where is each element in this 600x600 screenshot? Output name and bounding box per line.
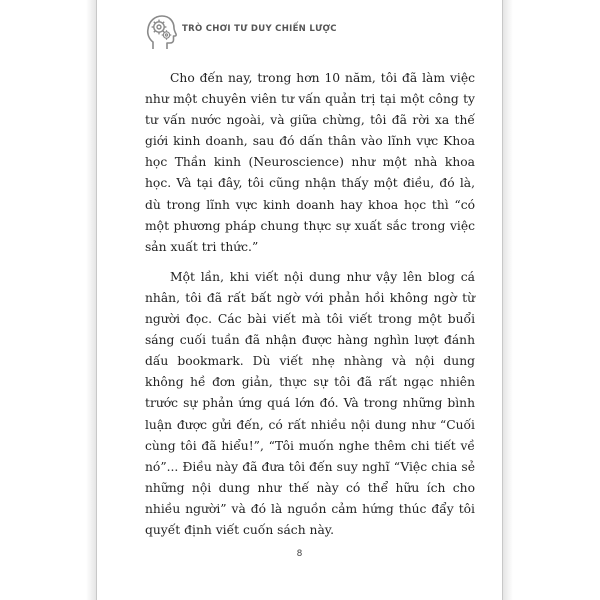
- running-header: [144, 12, 337, 52]
- running-header-title: TRÒ CHƠI TƯ DUY CHIẾN LƯỢC: [182, 24, 337, 34]
- paragraph-1: Cho đến nay, trong hơn 10 năm, tôi đã làm việc như một chuyên viên tư vấn quản trị tại một công ty tư vấn nước ngoài, và giữa chừng, tôi đã rời xa thế giới kinh doanh, sau đó dấn thân vào lĩnh vực Khoa học Thần kinh (Neuroscience) như một nhà khoa học. Và tại đây, tôi cũng nhận thấy một điều, đó là, dù trong lĩnh vực kinh doanh hay khoa học thì “có một phương pháp chung thực sự xuất sắc trong việc sản xuất tri thức.”: [145, 71, 475, 254]
- book-page: [96, 0, 503, 600]
- page-shadow-right: [503, 0, 513, 600]
- paragraph-2: Một lần, khi viết nội dung như vậy lên blog cá nhân, tôi đã rất bất ngờ với phản hồi không ngờ từ người đọc. Các bài viết mà tôi viết trong một buổi sáng cuối tuần đã nhận được hàng nghìn lượt đánh dấu bookmark. Dù viết nhẹ nhàng và nội dung không hề đơn giản, thực sự tôi đã rất ngạc nhiên trước sự phản ứng quá lớn đó. Và trong những bình luận được gửi đến, có rất nhiều nội dung như “Cuối cùng tôi đã hiểu!”, “Tôi muốn nghe thêm chi tiết về nó”... Điều này đã đưa tôi đến suy nghĩ “Việc chia sẻ những nội dung như thế này có thể hữu ích cho nhiều người” và đó là nguồn cảm hứng thúc đẩy tôi quyết định viết cuốn sách này.: [145, 269, 475, 537]
- page-number: 8: [296, 549, 303, 559]
- page-shadow-left: [86, 0, 96, 600]
- body-text: [145, 68, 475, 541]
- head-gears-icon: [144, 12, 178, 52]
